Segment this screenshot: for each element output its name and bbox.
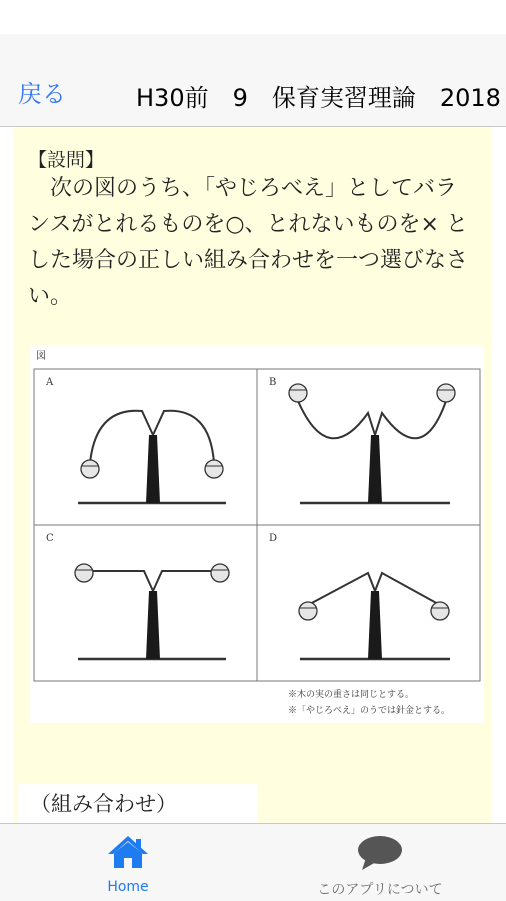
panel-b-post: [368, 435, 382, 503]
page-title: H30前 9 保育実習理論 2018: [136, 84, 501, 112]
panel-a-arm-right: [153, 411, 214, 463]
panel-d-arm-right: [375, 573, 440, 605]
panel-c: [46, 533, 229, 659]
panel-a-post: [146, 435, 160, 503]
panel-a-nut-right: [205, 460, 223, 478]
panel-d-arm-left: [308, 573, 375, 605]
tab-home-label: Home: [107, 879, 149, 895]
question-text: 次の図のうち、「やじろべえ」としてバランスがとれるものを○、とれないものを× とした場合の正しい組み合わせを一つ選びなさい。: [28, 176, 469, 309]
panel-d-post: [368, 591, 382, 659]
panel-c-nut-left: [75, 564, 93, 582]
speech-bubble-icon: [356, 834, 404, 876]
panel-d-nut-left: [299, 602, 317, 620]
panel-b-nut-left: [289, 384, 307, 402]
panel-a-arm-left: [90, 411, 153, 463]
status-bar: [0, 0, 506, 34]
panel-d: [269, 533, 450, 659]
balance-toy-figure: [30, 345, 484, 723]
figure-note-1: ※木の実の重さは同じとする。: [288, 690, 415, 700]
panel-c-label: C: [46, 533, 54, 544]
tab-about-app[interactable]: [290, 824, 470, 901]
panel-a-nut-left: [81, 460, 99, 478]
panel-d-label: D: [269, 533, 278, 544]
tab-bar: [0, 823, 506, 901]
panel-c-arm-right: [153, 571, 220, 591]
navigation-bar: [0, 34, 506, 127]
tab-home[interactable]: [90, 824, 166, 901]
panel-b-label: B: [269, 377, 277, 388]
figure-svg: [30, 345, 484, 723]
panel-c-nut-right: [211, 564, 229, 582]
back-button[interactable]: 戻る: [18, 80, 66, 108]
content-area[interactable]: [0, 127, 506, 823]
figure-note-2: ※「やじろべえ」のうでは針金とする。: [288, 706, 451, 716]
panel-c-arm-left: [84, 571, 153, 591]
panel-c-post: [146, 591, 160, 659]
figure-caption: 図: [36, 351, 46, 362]
panel-d-nut-right: [431, 602, 449, 620]
home-icon: [106, 834, 150, 874]
tab-about-label: このアプリについて: [317, 882, 443, 898]
panel-b-arm-right: [375, 401, 446, 438]
panel-a: [45, 377, 226, 503]
question-label: 【設問】: [28, 149, 105, 171]
panel-b: [269, 377, 455, 503]
panel-b-nut-right: [437, 384, 455, 402]
panel-a-label: A: [46, 377, 54, 388]
combination-heading: （組み合わせ）: [18, 784, 258, 823]
panel-b-arm-left: [298, 401, 375, 438]
